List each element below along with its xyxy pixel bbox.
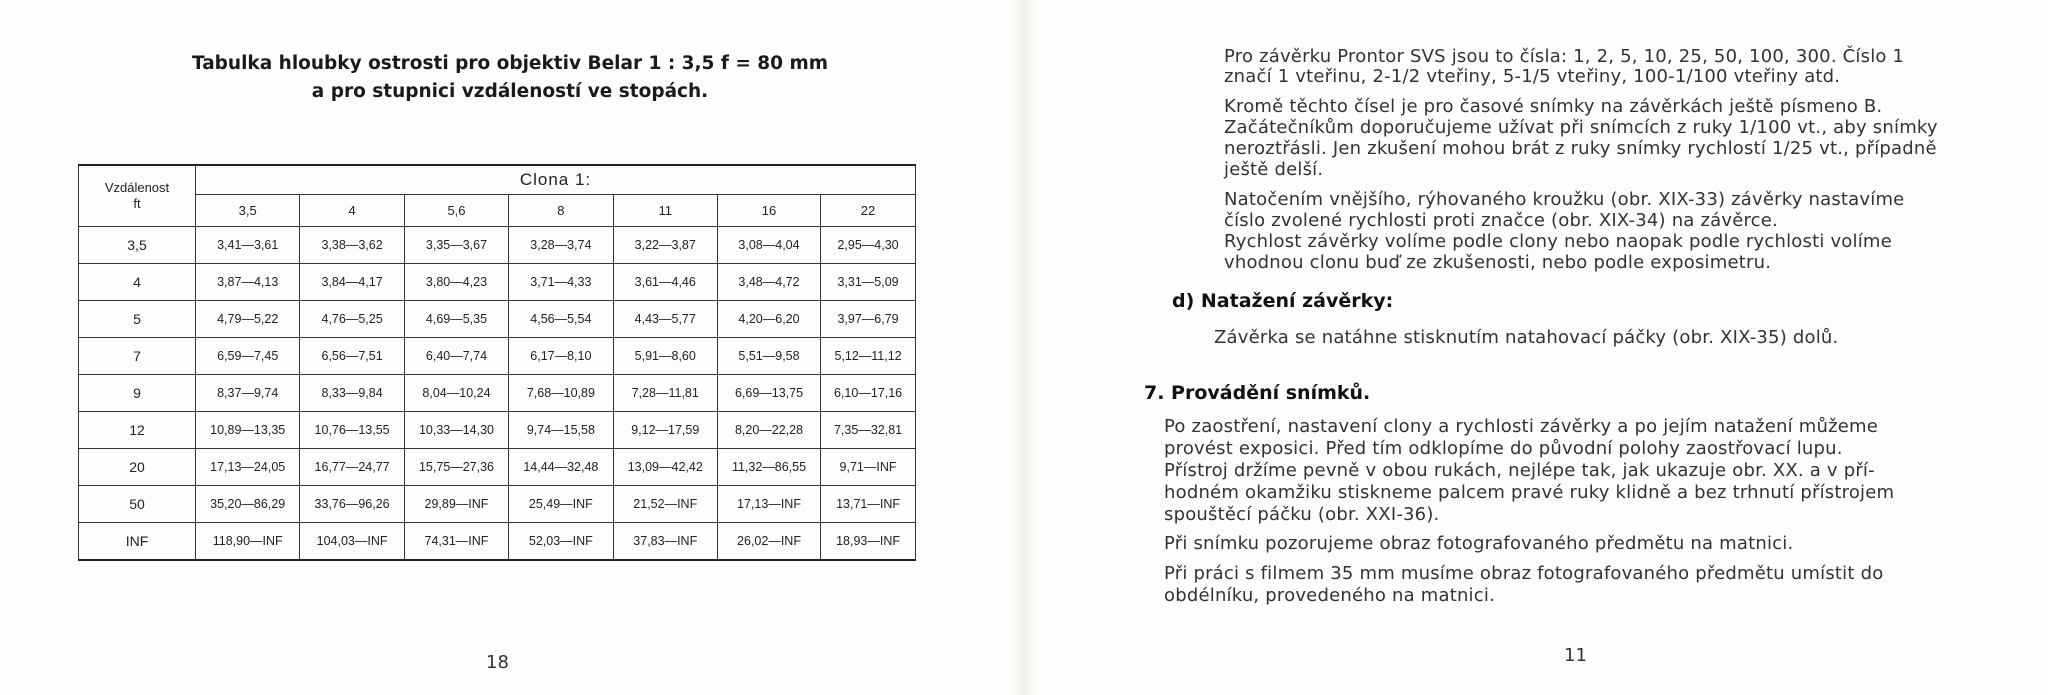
aperture-header: 5,6 bbox=[404, 195, 508, 227]
left-page bbox=[0, 0, 1020, 695]
depth-range-cell: 3,84—4,17 bbox=[300, 264, 404, 301]
aperture-header: 16 bbox=[717, 195, 820, 227]
table-title bbox=[150, 50, 870, 106]
depth-range-cell: 11,32—86,55 bbox=[717, 449, 820, 486]
depth-range-cell: 17,13—24,05 bbox=[196, 449, 300, 486]
depth-range-cell: 10,76—13,55 bbox=[300, 412, 404, 449]
page-number-right: 11 bbox=[1564, 645, 1587, 666]
text-line: Rychlost závěrky volíme podle clony nebo naopak podle rychlosti volíme bbox=[1224, 231, 1892, 252]
text-line: provést exposici. Před tím odklopíme do původní polohy zaostřovací lupu. bbox=[1164, 438, 1843, 459]
distance-column-header bbox=[79, 165, 196, 227]
depth-range-cell: 3,35—3,67 bbox=[404, 227, 508, 264]
depth-range-cell: 5,51—9,58 bbox=[717, 338, 820, 375]
table-row bbox=[79, 338, 916, 375]
distance-header-unit: ft bbox=[133, 196, 141, 211]
clona-header: Clona 1: bbox=[196, 165, 916, 195]
text-line: Při práci s filmem 35 mm musíme obraz fotografovaného předmětu umístit do bbox=[1164, 563, 1884, 584]
depth-range-cell: 8,37—9,74 bbox=[196, 375, 300, 412]
distance-cell: 7 bbox=[79, 338, 196, 375]
depth-range-cell: 18,93—INF bbox=[821, 523, 916, 561]
depth-range-cell: 14,44—32,48 bbox=[509, 449, 613, 486]
title-line-2: a pro stupnici vzdáleností ve stopách. bbox=[311, 81, 709, 102]
distance-header-label: Vzdálenost bbox=[104, 180, 170, 195]
text-line: Začátečníkům doporučujeme užívat při snímcích z ruky 1/100 vt., aby snímky bbox=[1224, 117, 1938, 138]
distance-cell: 4 bbox=[79, 264, 196, 301]
page-number-left: 18 bbox=[486, 652, 509, 673]
depth-range-cell: 118,90—INF bbox=[196, 523, 300, 561]
depth-range-cell: 17,13—INF bbox=[717, 486, 820, 523]
aperture-header-row bbox=[79, 195, 916, 227]
depth-range-cell: 10,33—14,30 bbox=[404, 412, 508, 449]
depth-range-cell: 6,10—17,16 bbox=[821, 375, 916, 412]
depth-range-cell: 3,38—3,62 bbox=[300, 227, 404, 264]
depth-range-cell: 3,97—6,79 bbox=[821, 301, 916, 338]
table-row bbox=[79, 375, 916, 412]
depth-range-cell: 13,71—INF bbox=[821, 486, 916, 523]
depth-range-cell: 5,12—11,12 bbox=[821, 338, 916, 375]
text-line: ještě delší. bbox=[1224, 159, 1324, 180]
text-line: Pro závěrku Prontor SVS jsou to čísla: 1, 2, 5, 10, 25, 50, 100, 300. Číslo 1 bbox=[1224, 46, 1905, 67]
aperture-header: 22 bbox=[821, 195, 916, 227]
depth-range-cell: 21,52—INF bbox=[613, 486, 717, 523]
depth-range-cell: 3,31—5,09 bbox=[821, 264, 916, 301]
depth-range-cell: 3,08—4,04 bbox=[717, 227, 820, 264]
depth-range-cell: 35,20—86,29 bbox=[196, 486, 300, 523]
depth-range-cell: 37,83—INF bbox=[613, 523, 717, 561]
text-line: značí 1 vteřinu, 2-1/2 vteřiny, 5-1/5 vteřiny, 100-1/100 vteřiny atd. bbox=[1224, 66, 1841, 87]
section-d-text: Závěrka se natáhne stisknutím natahovací páčky (obr. XIX-35) dolů. bbox=[1214, 327, 1839, 348]
depth-range-cell: 4,79—5,22 bbox=[196, 301, 300, 338]
depth-range-cell: 3,80—4,23 bbox=[404, 264, 508, 301]
table-row bbox=[79, 486, 916, 523]
table-row bbox=[79, 301, 916, 338]
depth-range-cell: 9,74—15,58 bbox=[509, 412, 613, 449]
distance-cell: 12 bbox=[79, 412, 196, 449]
depth-range-cell: 3,22—3,87 bbox=[613, 227, 717, 264]
distance-cell: 50 bbox=[79, 486, 196, 523]
depth-range-cell: 3,61—4,46 bbox=[613, 264, 717, 301]
depth-range-cell: 74,31—INF bbox=[404, 523, 508, 561]
distance-cell: 20 bbox=[79, 449, 196, 486]
right-page bbox=[1024, 0, 2048, 695]
table-body bbox=[79, 227, 916, 561]
distance-cell: 5 bbox=[79, 301, 196, 338]
depth-range-cell: 4,76—5,25 bbox=[300, 301, 404, 338]
depth-range-cell: 6,40—7,74 bbox=[404, 338, 508, 375]
text-line: Natočením vnějšího, rýhovaného kroužku (obr. XIX-33) závěrky nastavíme bbox=[1224, 189, 1905, 210]
depth-range-cell: 4,56—5,54 bbox=[509, 301, 613, 338]
depth-range-cell: 2,95—4,30 bbox=[821, 227, 916, 264]
depth-range-cell: 33,76—96,26 bbox=[300, 486, 404, 523]
depth-range-cell: 6,56—7,51 bbox=[300, 338, 404, 375]
depth-range-cell: 6,59—7,45 bbox=[196, 338, 300, 375]
text-line: Kromě těchto čísel je pro časové snímky na závěrkách ještě písmeno B. bbox=[1224, 96, 1883, 117]
depth-of-field-table bbox=[78, 164, 916, 561]
depth-range-cell: 104,03—INF bbox=[300, 523, 404, 561]
depth-range-cell: 4,43—5,77 bbox=[613, 301, 717, 338]
depth-range-cell: 26,02—INF bbox=[717, 523, 820, 561]
depth-range-cell: 7,68—10,89 bbox=[509, 375, 613, 412]
depth-range-cell: 3,48—4,72 bbox=[717, 264, 820, 301]
text-line: obdélníku, provedeného na matnici. bbox=[1164, 585, 1495, 606]
depth-range-cell: 10,89—13,35 bbox=[196, 412, 300, 449]
depth-range-cell: 3,41—3,61 bbox=[196, 227, 300, 264]
aperture-header: 3,5 bbox=[196, 195, 300, 227]
depth-range-cell: 9,71—INF bbox=[821, 449, 916, 486]
distance-cell: 3,5 bbox=[79, 227, 196, 264]
section-heading-7: 7. Provádění snímků. bbox=[1144, 382, 1371, 404]
depth-range-cell: 25,49—INF bbox=[509, 486, 613, 523]
text-line: číslo zvolené rychlosti proti značce (obr. XIX-34) na závěrce. bbox=[1224, 210, 1778, 231]
text-line: neroztřásli. Jen zkušení mohou brát z ruky snímky rychlostí 1/25 vt., případně bbox=[1224, 138, 1937, 159]
text-line: hodném okamžiku stiskneme palcem pravé ruky klidně a bez trhnutí přístrojem bbox=[1164, 482, 1895, 503]
text-line: Po zaostření, nastavení clony a rychlosti závěrky a po jejím natažení můžeme bbox=[1164, 416, 1879, 437]
depth-range-cell: 9,12—17,59 bbox=[613, 412, 717, 449]
depth-range-cell: 8,04—10,24 bbox=[404, 375, 508, 412]
depth-range-cell: 16,77—24,77 bbox=[300, 449, 404, 486]
aperture-header: 8 bbox=[509, 195, 613, 227]
table-row bbox=[79, 227, 916, 264]
depth-range-cell: 7,28—11,81 bbox=[613, 375, 717, 412]
depth-range-cell: 6,17—8,10 bbox=[509, 338, 613, 375]
depth-range-cell: 8,33—9,84 bbox=[300, 375, 404, 412]
depth-range-cell: 5,91—8,60 bbox=[613, 338, 717, 375]
depth-range-cell: 7,35—32,81 bbox=[821, 412, 916, 449]
text-line: spouštěcí páčku (obr. XXI-36). bbox=[1164, 504, 1440, 525]
text-line: Přístroj držíme pevně v obou rukách, nejlépe tak, jak ukazuje obr. XX. a v pří- bbox=[1164, 460, 1875, 481]
title-line-1: Tabulka hloubky ostrosti pro objektiv Belar 1 : 3,5 f = 80 mm bbox=[191, 53, 829, 74]
text-line: vhodnou clonu buď ze zkušenosti, nebo podle exposimetru. bbox=[1224, 252, 1772, 273]
table-row bbox=[79, 449, 916, 486]
depth-range-cell: 3,87—4,13 bbox=[196, 264, 300, 301]
depth-range-cell: 8,20—22,28 bbox=[717, 412, 820, 449]
table-row bbox=[79, 264, 916, 301]
distance-cell: INF bbox=[79, 523, 196, 561]
aperture-header: 4 bbox=[300, 195, 404, 227]
depth-range-cell: 29,89—INF bbox=[404, 486, 508, 523]
distance-cell: 9 bbox=[79, 375, 196, 412]
aperture-header: 11 bbox=[613, 195, 717, 227]
depth-range-cell: 52,03—INF bbox=[509, 523, 613, 561]
depth-range-cell: 4,20—6,20 bbox=[717, 301, 820, 338]
depth-range-cell: 4,69—5,35 bbox=[404, 301, 508, 338]
depth-range-cell: 3,28—3,74 bbox=[509, 227, 613, 264]
depth-range-cell: 3,71—4,33 bbox=[509, 264, 613, 301]
text-line: Při snímku pozorujeme obraz fotografovaného předmětu na matnici. bbox=[1164, 533, 1794, 554]
depth-range-cell: 6,69—13,75 bbox=[717, 375, 820, 412]
depth-range-cell: 15,75—27,36 bbox=[404, 449, 508, 486]
table-row bbox=[79, 412, 916, 449]
table-row bbox=[79, 523, 916, 561]
section-heading-d: d) Natažení závěrky: bbox=[1172, 290, 1394, 312]
depth-range-cell: 13,09—42,42 bbox=[613, 449, 717, 486]
